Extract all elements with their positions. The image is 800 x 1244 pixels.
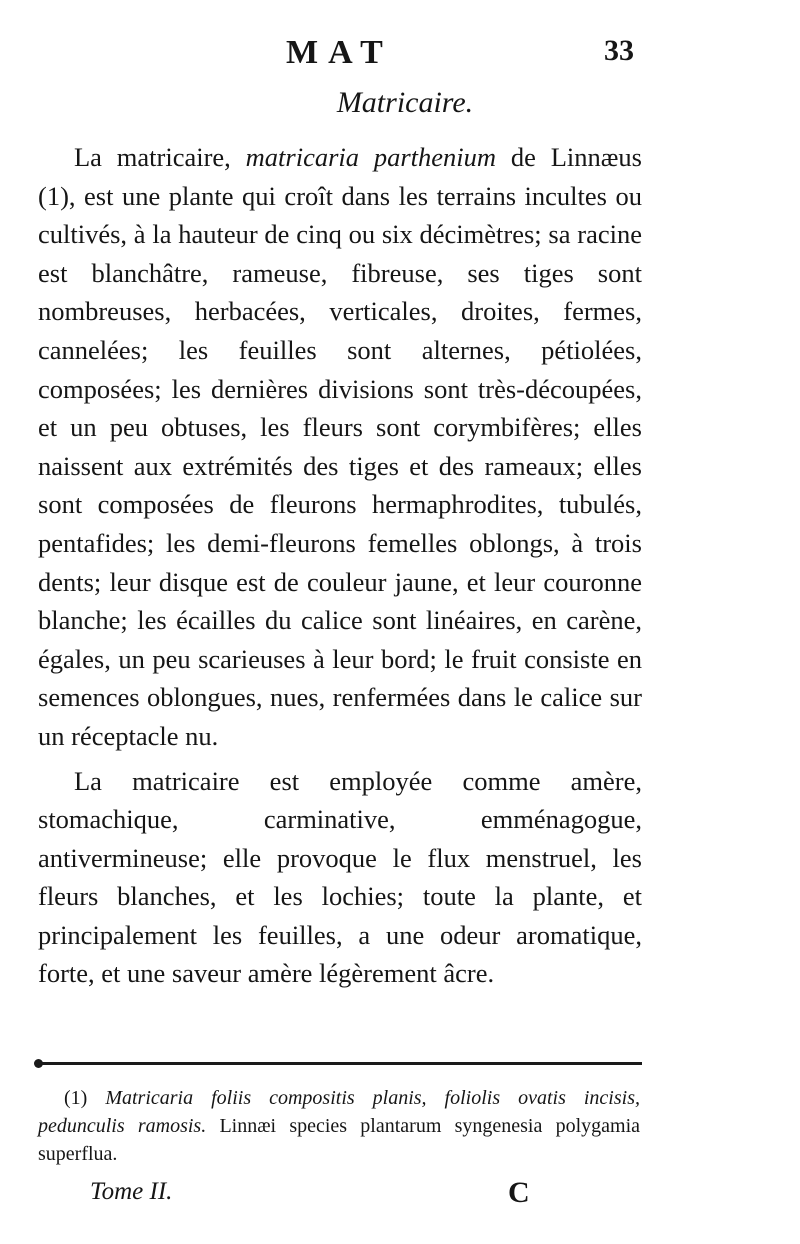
paragraph-description [38,138,642,756]
running-head [0,28,800,76]
page-number: 33 [604,34,634,67]
signature-mark: C [508,1176,530,1209]
footnote-body [38,1084,640,1168]
body-text [38,138,642,999]
footnote-rest: Linnæi species plantarum syngenesia polygamia superflua. [38,1115,640,1165]
paragraph-uses: La matricaire est employée comme amère, stomachique, carminative, emménagogue, antivermineuse; elle provoque le flux menstruel, les fleurs blanches, et les lochies; toute la plante, et principalement les feuilles, a une odeur aromatique, forte, et une saveur amère légèrement âcre. [38,765,642,989]
running-title: MAT [286,34,393,71]
volume-label: Tome II. [90,1178,173,1205]
latin-name: matricaria parthenium [245,142,497,172]
signature-line [0,1176,800,1216]
footnote-latin: Matricaria foliis compositis planis, foliolis ovatis incisis, pedunculis ramosis. [38,1087,640,1137]
section-title: Matricaire. [336,86,474,119]
footnote-marker: (1) [64,1087,106,1109]
footnote-rule [38,1062,642,1065]
paragraph-description-rest: de Linnæus (1), est une plante qui croît dans les terrains incultes ou cultivés, à la hauteur de cinq ou six décimètres; sa racine est blanchâtre, rameuse, fibreuse, ses tiges sont nombreuses, herbacées, verticales, droites, fermes, cannelées; les feuilles sont alternes, pétiolées, composées; les dernières divisions sont très-découpées, et un peu obtuses, les fleurs sont corymbifères; elles naissent aux extrémités des tiges et des rameaux; elles sont composées de fleurons hermaphrodites, tubulés, pentafides; les demi-fleurons femelles oblongs, à trois dents; leur disque est de couleur jaune, et leur couronne blanche; les écailles du calice sont linéaires, en carène, égales, un peu scarieuses à leur bord; le fruit consiste en semences oblongues, nues, renfermées dans le calice sur un réceptacle nu. [38,142,642,751]
footnote [38,1084,640,1168]
paragraph-description-lead: La matricaire, [74,142,246,172]
